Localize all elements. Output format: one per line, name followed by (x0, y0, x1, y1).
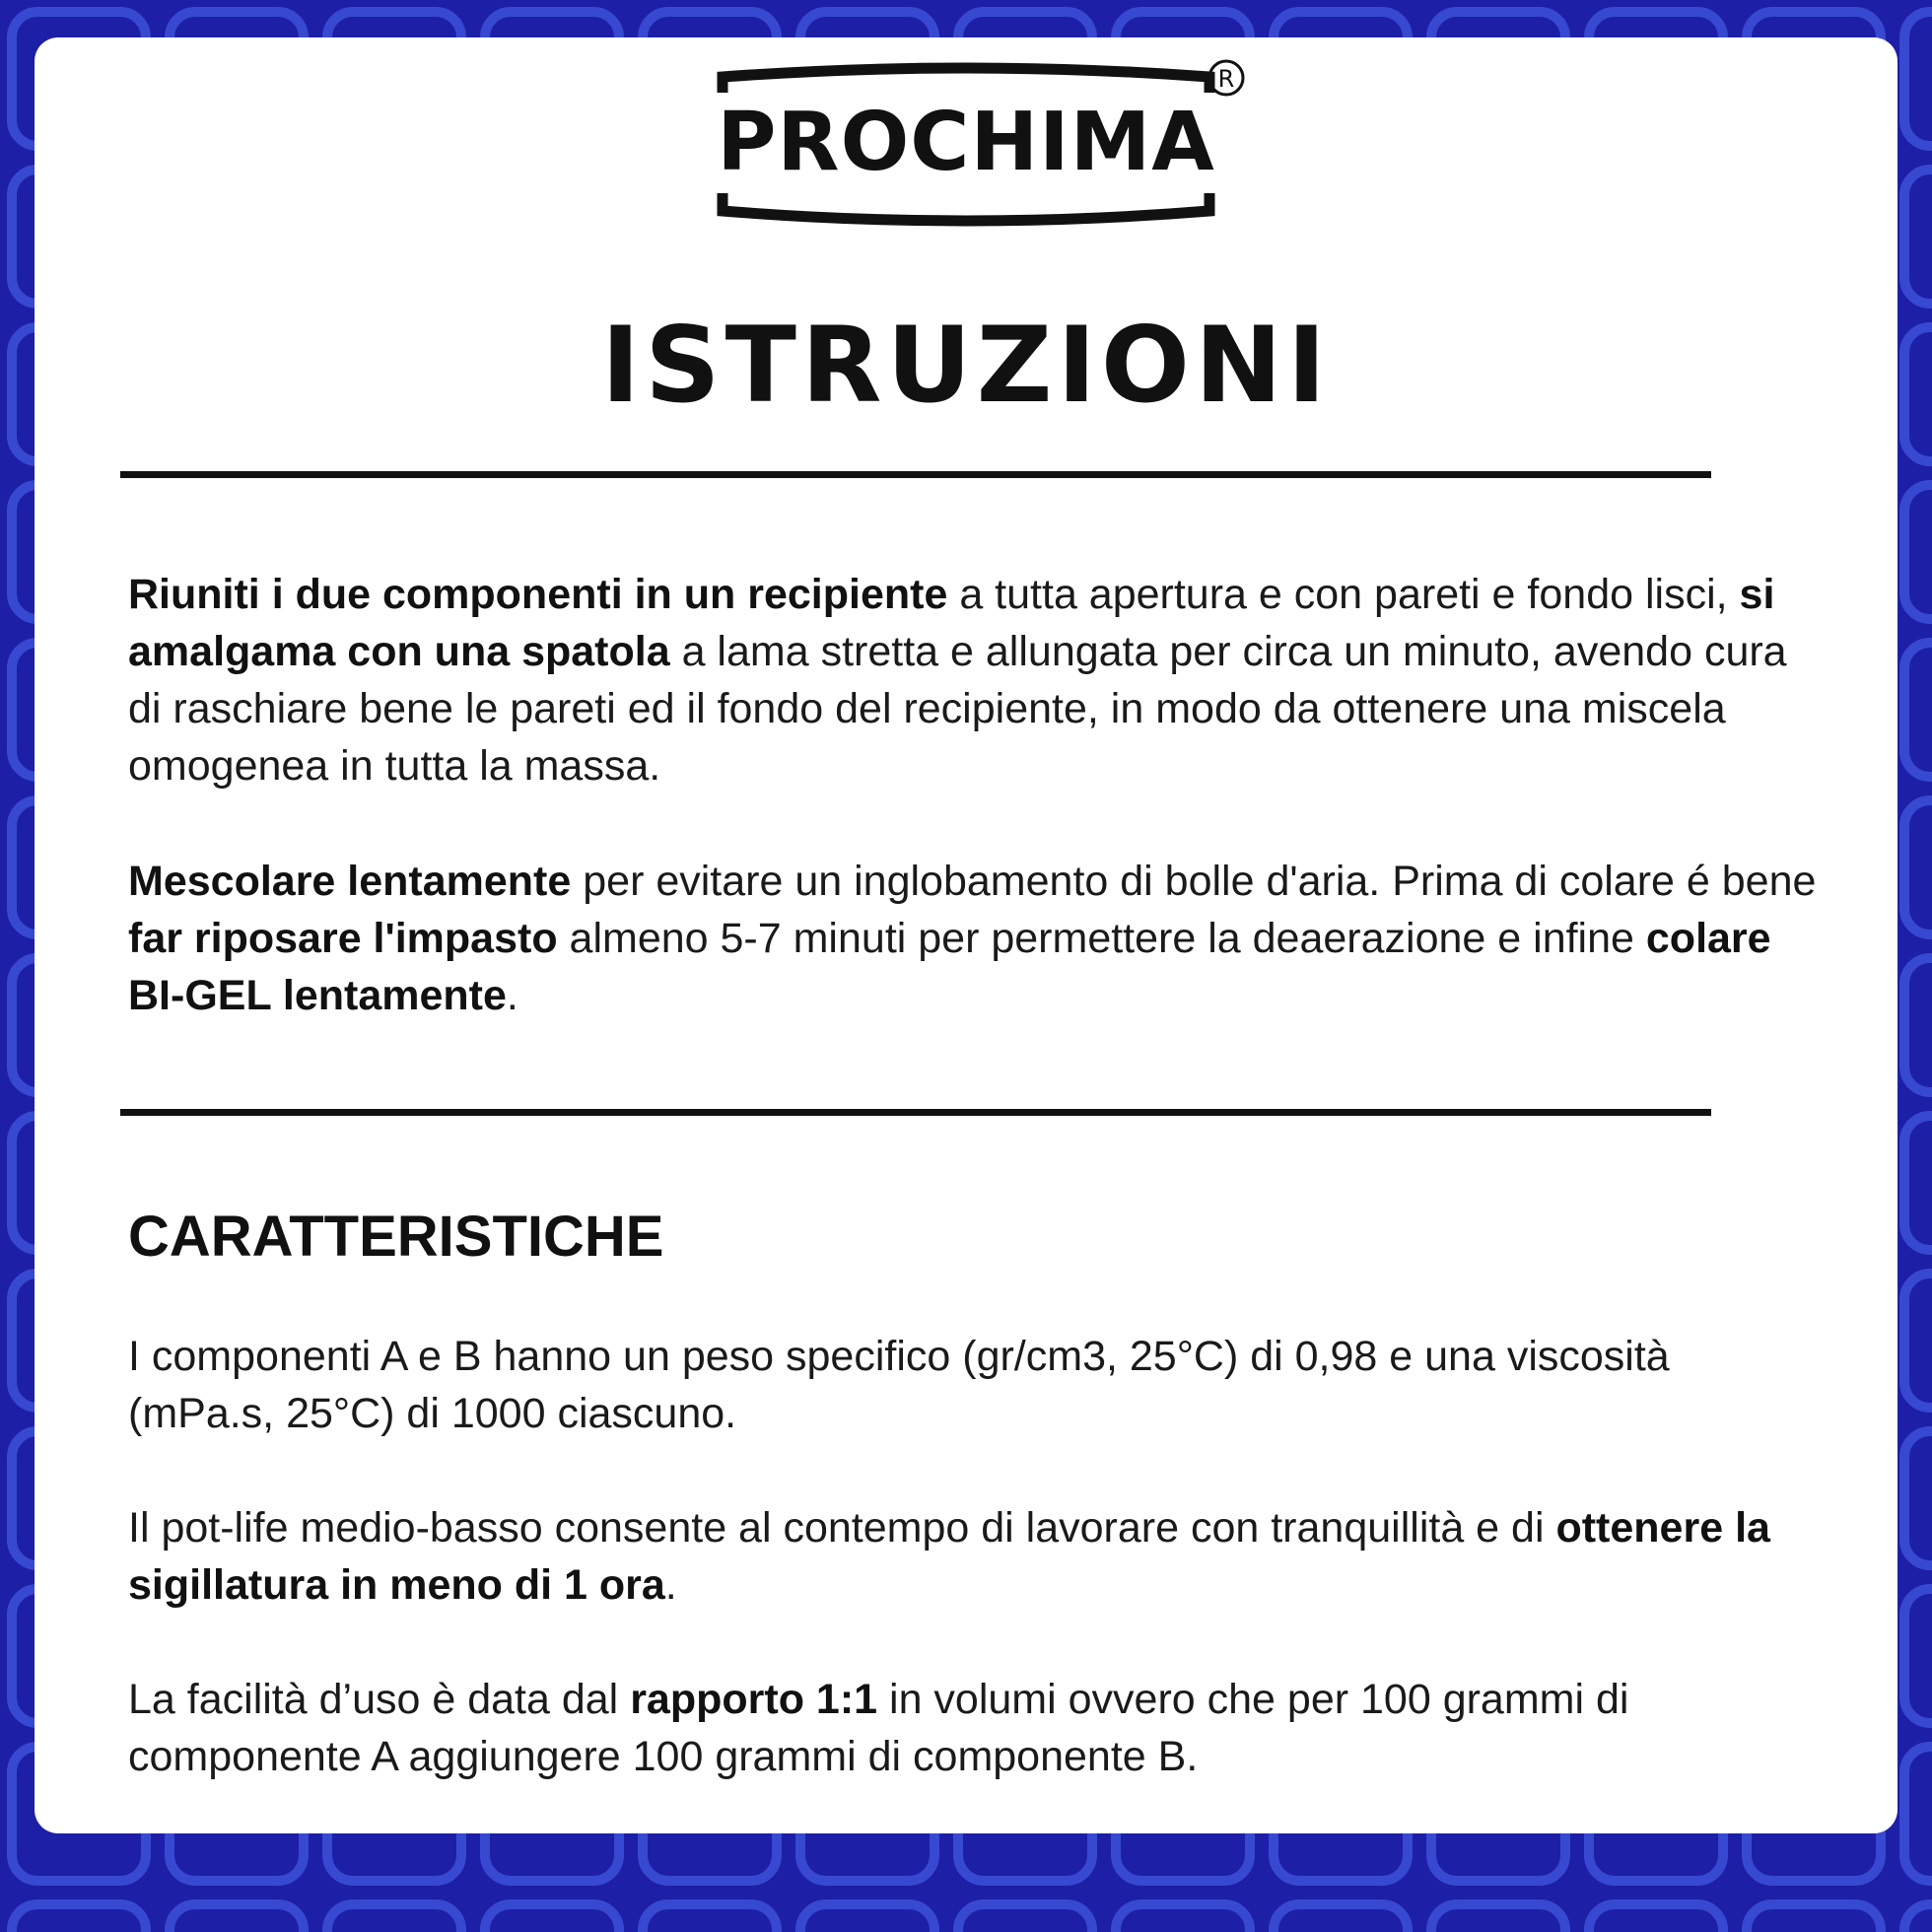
emphasis-text: rapporto 1:1 (630, 1676, 878, 1723)
logo-wordmark: PROCHIMA (717, 96, 1215, 189)
characteristics-paragraph-3 (128, 1671, 1824, 1785)
instructions-paragraph-1 (128, 566, 1824, 794)
emphasis-text: Riuniti i due componenti in un recipiente (128, 571, 948, 618)
divider-top (120, 471, 1711, 478)
body-text: per evitare un inglobamento di bolle d'aria. Prima di colare é bene (571, 858, 1817, 905)
body-text: . (506, 972, 518, 1019)
instructions-paragraph-2 (128, 853, 1824, 1024)
page-title: ISTRUZIONI (600, 305, 1332, 426)
emphasis-text: far riposare l'impasto (128, 915, 558, 962)
characteristics-title: CARATTERISTICHE (128, 1205, 664, 1269)
body-text: in volumi ovvero che per 100 grammi di componente A aggiungere 100 grammi di componente B. (128, 1676, 1629, 1780)
prochima-logo (651, 51, 1281, 239)
body-text: Il pot-life medio-basso consente al contempo di lavorare con tranquillità e di (128, 1504, 1556, 1552)
body-text: a tutta apertura e con pareti e fondo lisci, (947, 571, 1740, 618)
body-text: La facilità d’uso è data dal (128, 1676, 631, 1723)
emphasis-text: ottenere la sigillatura in meno di 1 ora (128, 1504, 1770, 1609)
emphasis-text: colare BI-GEL lentamente (128, 915, 1771, 1019)
registered-mark: R (1217, 65, 1235, 93)
body-text: . (664, 1561, 677, 1609)
characteristics-paragraph-2 (128, 1499, 1824, 1614)
body-text: a lama stretta e allungata per circa un minuto, avendo cura di raschiare bene le pareti ed il fondo del recipiente, in modo da ottenere una miscela omogenea in tutta la massa. (128, 628, 1787, 790)
emphasis-text: si amalgama con una spatola (128, 571, 1775, 675)
emphasis-text: Mescolare lentamente (128, 858, 572, 905)
divider-middle (120, 1109, 1711, 1116)
body-text: almeno 5-7 minuti per permettere la deaerazione e infine (557, 915, 1646, 962)
characteristics-paragraph-1: I componenti A e B hanno un peso specifico (gr/cm3, 25°C) di 0,98 e una viscosità (mPa.s, 25°C) di 1000 ciascuno. (128, 1333, 1670, 1437)
